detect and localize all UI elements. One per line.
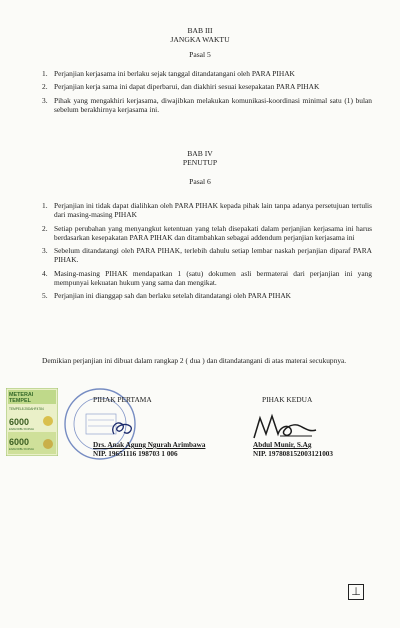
bab3-subtitle: JANGKA WAKTU bbox=[170, 35, 230, 44]
list-number: 2. bbox=[42, 223, 48, 233]
list-number: 3. bbox=[42, 246, 48, 256]
list-text: Pihak yang mengakhiri kerjasama, diwajibkan melakukan komunikasi-koordinasi minimal satu (1) bulan sebelum berakhirnya kerjasama ini. bbox=[54, 95, 372, 114]
closing-paragraph: Demikian perjanjian ini dibuat dalam rangkap 2 ( dua ) dan ditandatangani di atas materai secukupnya. bbox=[42, 356, 347, 365]
list-number: 1. bbox=[42, 69, 48, 78]
list-text: Sebelum ditandatangi oleh PARA PIHAK, terlebih dahulu setiap lembar naskah perjanjian diparaf PARA PIHAK. bbox=[54, 246, 372, 265]
list-number: 4. bbox=[42, 268, 48, 278]
materai-stamp bbox=[6, 388, 58, 456]
stamp-sub1: ENAM RIBU RUPIAH bbox=[9, 428, 34, 431]
bab3-pasal: Pasal 5 bbox=[189, 50, 211, 59]
list-text: Perjanjian ini tidak dapat dialihkan oleh PARA PIHAK kepada pihak lain tanpa adanya persetujuan tertulis dari masing-masing PIHAK bbox=[54, 201, 372, 220]
bab4-title: BAB IV bbox=[187, 149, 213, 158]
party1-label: PIHAK PERTAMA bbox=[93, 395, 152, 404]
list-item bbox=[42, 246, 372, 265]
corner-mark-icon: ⊥ bbox=[348, 584, 364, 600]
stamp-line2: TEMPEL bbox=[9, 398, 31, 404]
party2-nip: NIP. 197808152003121003 bbox=[253, 450, 333, 458]
party2-name: Abdul Munir, S.Ag bbox=[253, 441, 312, 449]
list-number: 5. bbox=[42, 291, 48, 301]
party1-signature-graphic bbox=[108, 416, 138, 440]
list-item bbox=[42, 96, 372, 115]
list-number: 3. bbox=[42, 95, 48, 105]
bab3-title: BAB III bbox=[187, 26, 213, 35]
bab4-subtitle: PENUTUP bbox=[182, 158, 218, 167]
party1-name: Drs. Anak Agung Ngurah Arimbawa bbox=[93, 441, 206, 449]
bab3-list bbox=[42, 69, 372, 114]
bab4-list bbox=[42, 201, 372, 301]
list-item bbox=[42, 291, 372, 300]
materai-stamp-graphic bbox=[6, 388, 58, 456]
party2-signature-graphic bbox=[250, 408, 320, 444]
stamp-line1: METERAI bbox=[9, 392, 34, 398]
list-item bbox=[42, 224, 372, 243]
list-item bbox=[42, 82, 372, 91]
party2-signature bbox=[250, 408, 320, 444]
list-text: Perjanjian ini dianggap sah dan berlaku setelah ditandatangi oleh PARA PIHAK bbox=[54, 291, 292, 301]
list-text: Perjanjian kerja sama ini dapat diperbarui, dan diakhiri sesuai kesepakatan PARA PIHAK bbox=[54, 82, 320, 92]
stamp-code: TEMPEL8 25DAHF4784 bbox=[9, 407, 44, 411]
list-text: Perjanjian kerjasama ini berlaku sejak tanggal ditandatangani oleh PARA PIHAK bbox=[54, 69, 295, 78]
party1-signature bbox=[108, 416, 138, 440]
list-number: 2. bbox=[42, 82, 48, 92]
list-text: Masing-masing PIHAK mendapatkan 1 (satu) dokumen asli bermaterai dari perjanjian ini yang mempunyai kekuatan hukum yang sama dan mengikat. bbox=[54, 268, 372, 288]
party1-nip: NIP. 19651116 198703 1 006 bbox=[93, 450, 178, 458]
list-text: Setiap perubahan yang menyangkut ketentuan yang telah disepakati dalam perjanjian kerjasama ini harus berdasarkan kesepakatan PARA PIHAK dan ditambahkan sebagai addendum perjanjian kerjasama ini bbox=[54, 223, 372, 242]
list-item bbox=[42, 201, 372, 220]
list-item bbox=[42, 269, 372, 288]
party2-label: PIHAK KEDUA bbox=[262, 395, 313, 404]
stamp-value1: 6000 bbox=[9, 417, 30, 427]
stamp-value2: 6000 bbox=[9, 437, 30, 447]
list-item bbox=[42, 69, 372, 78]
bab4-pasal: Pasal 6 bbox=[189, 177, 211, 186]
stamp-sub2: ENAM RIBU RUPIAH bbox=[9, 448, 34, 451]
list-number: 1. bbox=[42, 201, 48, 210]
